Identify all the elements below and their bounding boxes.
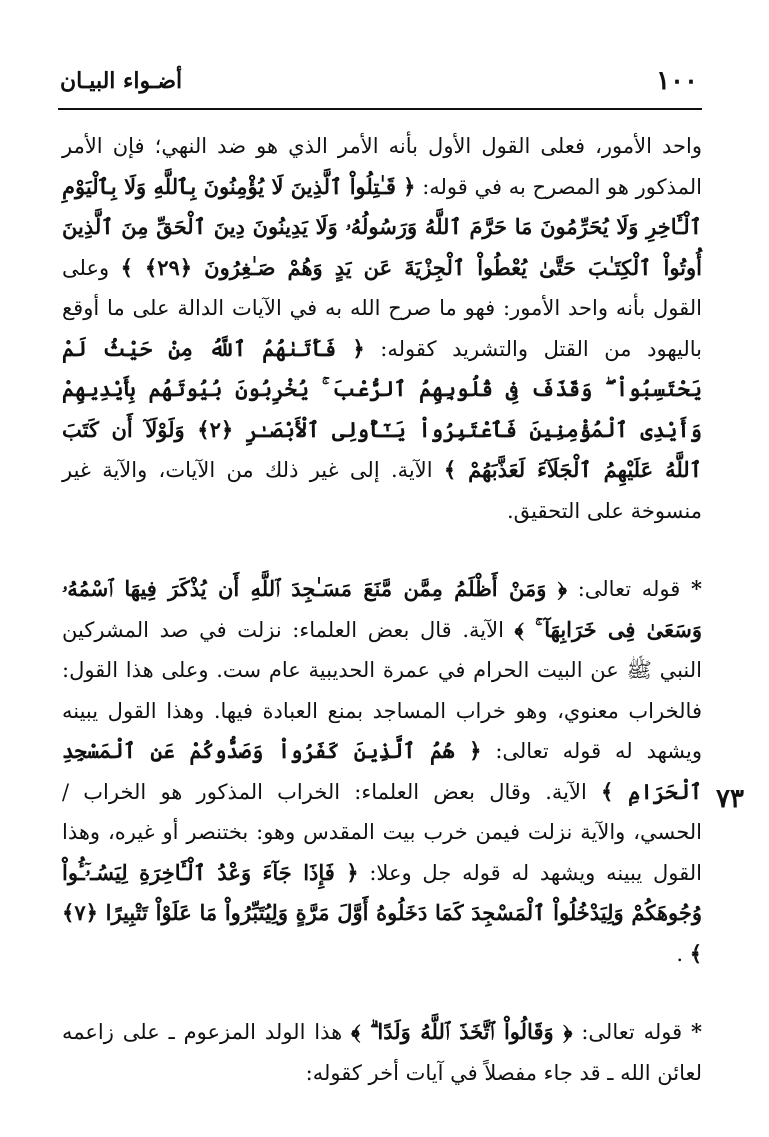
- margin-page-reference: ٧٣: [716, 784, 744, 814]
- section-marker: *: [690, 576, 702, 601]
- quran-verse: ﴿ فَإِذَا جَآءَ وَعْدُ ٱلْـَٔاخِرَةِ لِيَسُـۥٓـُٔواْ وُجُوهَكُمْ وَلِيَدْخُلُواْ ٱلْمَسْجِدَ كَمَا دَخَلُوهُ أَوَّلَ مَرَّةٍ وَلِيُتَبِّرُواْ مَا عَلَوْاْ تَتْبِيرًا ﴿٧﴾ ﴾: [62, 859, 702, 966]
- section-spacer: [62, 531, 702, 569]
- body-text: هذا الولد المزعوم ـ على زاعمه لعائن الله ـ قد جاء مفصلاً في آيات أخر كقوله:: [62, 1020, 702, 1085]
- paragraph-masajid-ayah: [62, 569, 702, 974]
- page-header: [58, 62, 704, 108]
- section-spacer: [62, 974, 702, 1012]
- running-title: أضـواء البيـان: [60, 68, 183, 94]
- body-text: الآية. إلى غير ذلك من الآيات، والآية غير منسوخة على التحقيق.: [62, 458, 702, 523]
- page-body: [62, 126, 702, 1093]
- header-divider: [58, 108, 702, 110]
- section-marker: *: [691, 1019, 702, 1044]
- body-text: قوله تعالى:: [581, 1020, 683, 1044]
- body-text: وعلى القول بأنه واحد الأمور: فهو ما صرح الله به في الآيات الدالة على ما أوقع باليهود من القتل والتشريد كقوله:: [62, 255, 702, 361]
- page-number: ١٠٠: [656, 66, 698, 96]
- body-text: قوله تعالى:: [577, 577, 681, 601]
- body-text: الآية. قال بعض العلماء: نزلت في صد المشركين النبي ﷺ عن البيت الحرام في عمرة الحديبية عام ست. وعلى هذا القول: فالخراب معنوي، وهو خراب المساجد بمنع العبادة فيها. وهذا القول يبينه ويشهد له قوله تعالى:: [62, 617, 702, 763]
- quran-verse: ﴿ فَأَتَىٰهُمُ ٱللَّهُ مِنْ حَيْثُ لَمْ يَحْتَسِبُواْ ۖ وَقَذَفَ فِى قُلُوبِهِمُ ٱلرُّعْبَ ۚ يُخْرِبُونَ بُيُوتَهُم بِأَيْدِيهِمْ وَأَيْدِى ٱلْمُؤْمِنِينَ فَٱعْتَبِرُواْ يَـٰٓأُولِى ٱلْأَبْصَـٰرِ ﴿٢﴾ وَلَوْلَآ أَن كَتَبَ ٱللَّهُ عَلَيْهِمُ ٱلْجَلَآءَ لَعَذَّبَهُمْ ﴾: [62, 335, 702, 482]
- quran-verse: ﴿ وَقَالُواْ ٱتَّخَذَ ٱللَّهُ وَلَدًا ۗ ﴾: [351, 1019, 573, 1044]
- paragraph-tawbah-ayah: [62, 126, 702, 531]
- quran-verse: ﴿ هُمُ ٱلَّذِينَ كَفَرُواْ وَصَدُّوكُمْ عَنِ ٱلْمَسْجِدِ ٱلْحَرَامِ ﴾: [62, 738, 702, 804]
- paragraph-walad-ayah: [62, 1012, 702, 1093]
- quran-verse: ﴿ قَـٰتِلُواْ ٱلَّذِينَ لَا يُؤْمِنُونَ بِٱللَّهِ وَلَا بِٱلْيَوْمِ ٱلْـَٔاخِرِ وَلَا يُحَرِّمُونَ مَا حَرَّمَ ٱللَّهُ وَرَسُولُهُۥ وَلَا يَدِينُونَ دِينَ ٱلْحَقِّ مِنَ ٱلَّذِينَ أُوتُواْ ٱلْكِتَـٰبَ حَتَّىٰ يُعْطُواْ ٱلْجِزْيَةَ عَن يَدٍ وَهُمْ صَـٰغِرُونَ ﴿٢٩﴾ ﴾: [62, 173, 702, 280]
- body-text: واحد الأمور، فعلى القول الأول بأنه الأمر الذي هو ضد النهي؛ فإن الأمر المذكور هو المصرح به في قوله:: [62, 134, 702, 199]
- quran-verse: ﴿ وَمَنْ أَظْلَمُ مِمَّن مَّنَعَ مَسَـٰجِدَ ٱللَّهِ أَن يُذْكَرَ فِيهَا ٱسْمُهُۥ وَسَعَىٰ فِى خَرَابِهَآ ۚ ﴾: [62, 576, 702, 642]
- body-text: الآية. وقال بعض العلماء: الخراب المذكور هو الخراب / الحسي، والآية نزلت فيمن خرب بيت المقدس وهو: بختنصر أو غيره، وهذا القول يبينه ويشهد له قوله جل وعلا:: [62, 779, 702, 885]
- body-text: .: [676, 941, 683, 966]
